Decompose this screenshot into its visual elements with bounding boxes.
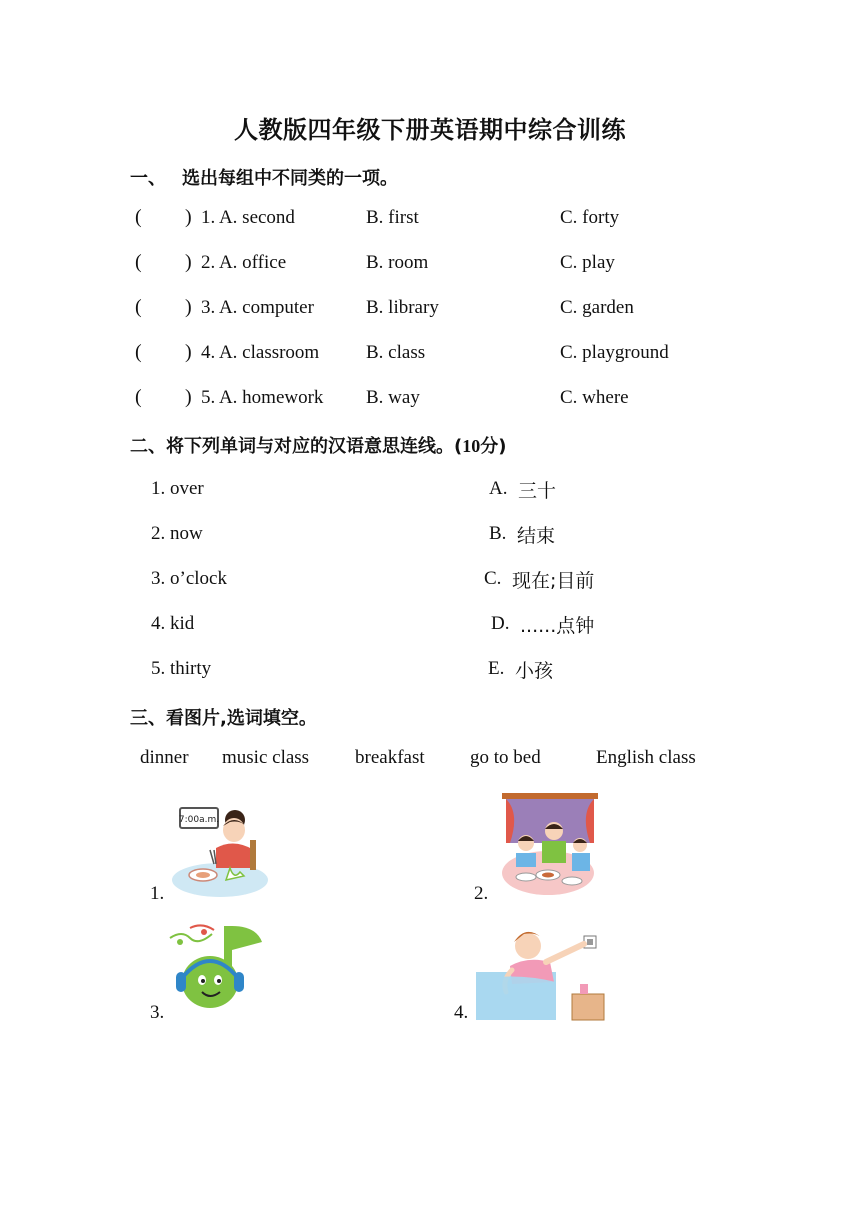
match-meaning: ......点钟 <box>520 615 595 637</box>
word-bank-item: English class <box>596 747 696 768</box>
match-word: 1. over <box>151 478 204 499</box>
match-letter: C. <box>484 568 502 589</box>
section3-heading: 三、看图片,选词填空。 <box>130 708 317 729</box>
match-word: 4. kid <box>151 613 195 634</box>
option-c: C. forty <box>560 207 620 228</box>
answer-paren-open: ( <box>135 251 142 273</box>
dinner-illustration <box>500 793 600 897</box>
match-meaning: 小孩 <box>515 660 554 682</box>
option-b: B. way <box>366 387 420 408</box>
match-word: 3. o’clock <box>151 568 227 589</box>
go-to-bed-illustration <box>476 922 606 1022</box>
option-b: B. class <box>366 342 426 363</box>
option-b: B. first <box>366 207 419 228</box>
breakfast-illustration <box>170 800 270 900</box>
match-word: 5. thirty <box>151 658 212 679</box>
picture-label: 1. <box>150 883 165 904</box>
option-c: C. garden <box>560 297 634 318</box>
option-b: B. library <box>366 297 439 318</box>
section2-heading-end: 分) <box>480 436 507 457</box>
picture-label: 4. <box>454 1002 469 1023</box>
option-a: 2. A. office <box>201 252 287 273</box>
answer-paren-close: ) <box>185 386 192 408</box>
picture-label: 2. <box>474 883 489 904</box>
section1-heading: 选出每组中不同类的一项。 <box>182 168 398 189</box>
word-bank-item: go to bed <box>470 747 541 768</box>
clock-text: 7:00a.m. <box>178 815 220 825</box>
section2-score: 10 <box>462 436 481 456</box>
answer-paren-open: ( <box>135 206 142 228</box>
answer-paren-close: ) <box>185 251 192 273</box>
match-letter: B. <box>489 523 507 544</box>
word-bank-item: music class <box>222 747 310 768</box>
music-class-illustration <box>168 920 266 1016</box>
match-meaning: 三十 <box>518 480 557 502</box>
section1-heading-num: 一、 <box>130 168 166 189</box>
answer-paren-open: ( <box>135 341 142 363</box>
match-letter: D. <box>491 613 510 634</box>
match-meaning: 结束 <box>517 525 556 547</box>
answer-paren-open: ( <box>135 386 142 408</box>
match-letter: A. <box>489 478 508 499</box>
option-a: 4. A. classroom <box>201 342 320 363</box>
page-title: 人教版四年级下册英语期中综合训练 <box>234 116 626 144</box>
option-a: 1. A. second <box>201 207 295 228</box>
match-letter: E. <box>488 658 505 679</box>
section2-heading-text: 二、将下列单词与对应的汉语意思连线。( <box>130 436 463 457</box>
answer-paren-open: ( <box>135 296 142 318</box>
option-c: C. play <box>560 252 615 273</box>
answer-paren-close: ) <box>185 296 192 318</box>
match-meaning: 现在;目前 <box>512 570 595 592</box>
word-bank-item: breakfast <box>355 747 425 768</box>
option-c: C. playground <box>560 342 669 363</box>
match-word: 2. now <box>151 523 203 544</box>
answer-paren-close: ) <box>185 341 192 363</box>
option-a: 3. A. computer <box>201 297 314 318</box>
answer-paren-close: ) <box>185 206 192 228</box>
option-c: C. where <box>560 387 629 408</box>
word-bank-item: dinner <box>140 747 189 768</box>
section2-heading <box>130 432 506 458</box>
option-b: B. room <box>366 252 429 273</box>
option-a: 5. A. homework <box>201 387 324 408</box>
picture-label: 3. <box>150 1002 165 1023</box>
